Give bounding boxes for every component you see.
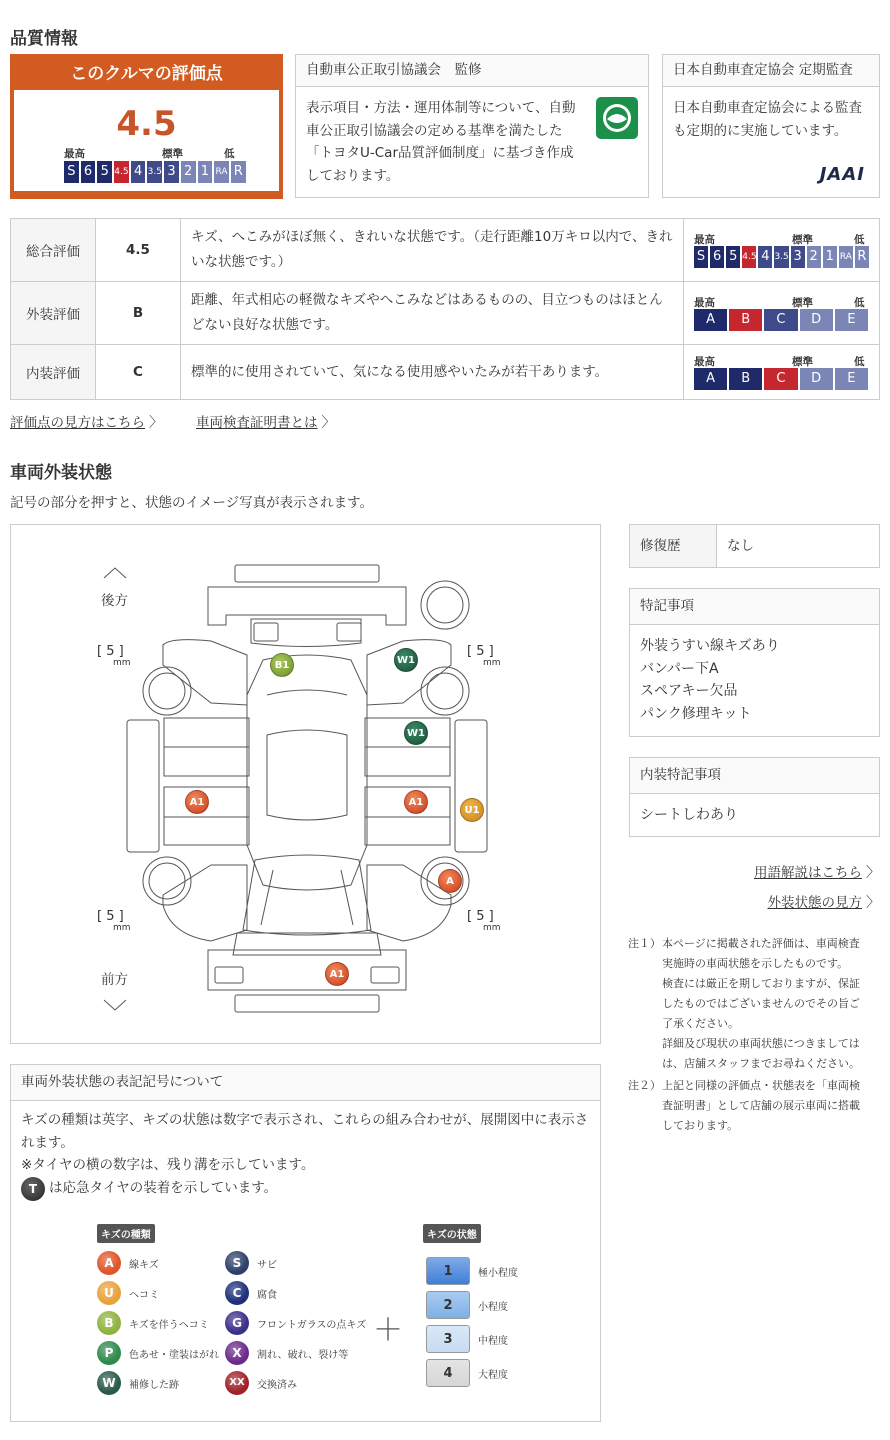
damage-state-heading: キズの状態: [423, 1224, 481, 1243]
scale-cell-e: E: [835, 309, 868, 331]
damage-level-1: [426, 1257, 518, 1285]
scale-cell-2: 2: [181, 161, 196, 183]
scale-low-label: 低: [224, 148, 235, 160]
damage-mark-a[interactable]: A: [438, 869, 462, 893]
interior-notes-box: [629, 757, 880, 837]
scale-std-label: 標準: [162, 148, 183, 160]
scale-cell-ra: RA: [839, 246, 853, 268]
repair-history-box: [629, 524, 880, 568]
jaai-body: 日本自動車査定協会による監査も定期的に実施しています。: [673, 100, 862, 139]
scale-cell-r: R: [855, 246, 869, 268]
evaluation-row: [11, 219, 880, 282]
evaluation-description: キズ、へこみがほぼ無く、きれいな状態です。（走行距離10万キロ以内で、きれいな状態です。）: [181, 219, 684, 282]
scale-cell-c: C: [764, 368, 797, 390]
scale-cell-3: 3: [164, 161, 179, 183]
special-notes-title: 特記事項: [630, 589, 879, 625]
damage-type-w: [97, 1371, 179, 1395]
legend-text-3: は応急タイヤの装着を示しています。: [49, 1180, 278, 1197]
scale-low-label: 低: [853, 234, 865, 246]
note-line: しております。: [662, 1119, 739, 1132]
damage-symbol-u-icon: U: [97, 1281, 121, 1305]
scale-cell-6: 6: [710, 246, 724, 268]
evaluation-description: 距離、年式相応の軽微なキズやへこみなどはあるものの、目立つものはほとんどない良好な状態です。: [181, 282, 684, 345]
exterior-howto-link[interactable]: 外装状態の見方 〉: [768, 891, 881, 912]
evaluation-scale: [683, 282, 879, 345]
damage-type-heading: キズの種類: [97, 1224, 155, 1243]
car-outline-diagram: [11, 525, 602, 1045]
damage-level-label: 大程度: [478, 1369, 508, 1381]
scale-cell-2: 2: [807, 246, 821, 268]
scale-cell-s: S: [64, 161, 79, 183]
evaluation-row: [11, 345, 880, 400]
note-1: [662, 934, 882, 1074]
tread-rear-left: [ 5 ] mm: [97, 644, 131, 668]
damage-level-badge: 1: [426, 1257, 470, 1285]
legend-box: [10, 1064, 601, 1422]
plus-icon: ＋: [373, 1313, 403, 1348]
scale-cell-a: A: [694, 309, 727, 331]
scale-high-label: 最高: [693, 297, 715, 309]
damage-level-3: [426, 1325, 508, 1353]
damage-type-label: 割れ、破れ、裂け等: [257, 1349, 349, 1361]
damage-mark-u1[interactable]: U1: [460, 798, 484, 822]
chevron-right-icon: 〉: [866, 895, 880, 911]
damage-level-badge: 3: [426, 1325, 470, 1353]
note-line: 了承ください。: [662, 1017, 739, 1030]
interior-note-item: シートしわあり: [640, 807, 738, 823]
special-note-item: 外装うすい線キズあり: [640, 638, 780, 654]
scale-cell-5: 5: [97, 161, 112, 183]
damage-type-u: [97, 1281, 159, 1305]
special-notes-box: [629, 588, 880, 737]
legend-text-1: キズの種類は英字、キズの状態は数字で表示され、これらの組み合わせが、展開図中に表示されます。: [21, 1112, 589, 1151]
note-line: したものではございませんのでその旨ご: [662, 997, 860, 1010]
scale-std-label: 標準: [791, 297, 813, 309]
damage-type-label: 腐食: [257, 1289, 277, 1301]
repair-history-value: なし: [727, 538, 754, 554]
damage-type-label: サビ: [257, 1259, 277, 1271]
scale-cell-e: E: [835, 368, 868, 390]
evaluation-label: 内装評価: [11, 345, 96, 400]
damage-level-badge: 2: [426, 1291, 470, 1319]
note-line: は、店舗スタッフまでお尋ねください。: [662, 1057, 860, 1070]
evaluation-grade: C: [96, 345, 181, 400]
scale-cell-4: 4: [131, 161, 146, 183]
overall-score: 4.5: [116, 104, 177, 144]
spare-tire-icon: T: [21, 1177, 45, 1201]
scale-cell-ra: RA: [214, 161, 229, 183]
special-note-item: パンク修理キット: [640, 705, 752, 722]
damage-type-label: 線キズ: [129, 1259, 159, 1271]
damage-type-p: [97, 1341, 219, 1365]
note-line: 実施時の車両状態を示したものです。: [662, 957, 849, 970]
damage-type-c: [225, 1281, 277, 1305]
score-howto-link[interactable]: 評価点の見方はこちら 〉: [10, 411, 163, 432]
evaluation-row: [11, 282, 880, 345]
tread-front-right: [ 5 ] mm: [467, 909, 501, 933]
scale-cell-4: 4: [758, 246, 772, 268]
damage-type-label: ヘコミ: [129, 1289, 159, 1301]
damage-type-label: 補修した跡: [129, 1379, 179, 1391]
tread-front-left: [ 5 ] mm: [97, 909, 131, 933]
score-box: [10, 54, 283, 199]
repair-history-label: 修復歴: [630, 525, 717, 567]
kouseitorihiki-title: 自動車公正取引協議会 監修: [296, 55, 648, 87]
damage-type-g: [225, 1311, 366, 1335]
damage-type-x: [225, 1341, 348, 1365]
chevron-right-icon: 〉: [321, 415, 336, 431]
scale-cell-d: D: [800, 309, 833, 331]
scale-low-label: 低: [853, 356, 865, 368]
scale-cell-a: A: [694, 368, 727, 390]
damage-type-s: [225, 1251, 277, 1275]
damage-mark-w1[interactable]: W1: [394, 648, 418, 672]
damage-symbol-s-icon: S: [225, 1251, 249, 1275]
damage-mark-w1[interactable]: W1: [404, 721, 428, 745]
damage-symbol-w-icon: W: [97, 1371, 121, 1395]
kouseitorihiki-body: 表示項目・方法・運用体制等について、自動車公正取引協議会の定める基準を満たした「トヨタU-Car品質評価制度」に基づき作成しております。: [306, 100, 576, 184]
note-1-prefix: 注１）: [628, 937, 661, 950]
damage-mark-a1[interactable]: A1: [404, 790, 428, 814]
special-note-item: スペアキー欠品: [640, 683, 738, 699]
note-2: [662, 1076, 882, 1136]
scale-std-label: 標準: [791, 234, 813, 246]
scale-cell-5: 5: [726, 246, 740, 268]
scale-cell-1: 1: [198, 161, 213, 183]
chevron-right-icon: 〉: [149, 415, 163, 431]
legend-title: 車両外装状態の表記記号について: [11, 1065, 600, 1101]
damage-type-label: 色あせ・塗装はがれ: [129, 1349, 219, 1361]
jaai-logo-icon: JAAI: [819, 164, 865, 185]
evaluation-grade: B: [96, 282, 181, 345]
evaluation-grade: 4.5: [96, 219, 181, 282]
note-line: 検査には厳正を期しておりますが、保証: [662, 977, 860, 990]
damage-level-badge: 4: [426, 1359, 470, 1387]
exterior-heading: 車両外装状態: [10, 463, 112, 483]
scale-low-label: 低: [853, 297, 865, 309]
kouseitorihiki-logo-icon: [596, 97, 638, 139]
damage-level-2: [426, 1291, 508, 1319]
damage-symbol-a-icon: A: [97, 1251, 121, 1275]
damage-symbol-g-icon: G: [225, 1311, 249, 1335]
evaluation-scale: [683, 219, 879, 282]
damage-symbol-p-icon: P: [97, 1341, 121, 1365]
scale-cell-3: 3: [791, 246, 805, 268]
damage-type-b: [97, 1311, 209, 1335]
scale-high-label: 最高: [693, 356, 715, 368]
scale-high-label: 最高: [693, 234, 715, 246]
damage-mark-a1[interactable]: A1: [185, 790, 209, 814]
exterior-subtitle: 記号の部分を押すと、状態のイメージ写真が表示されます。: [10, 495, 374, 511]
score-box-title: このクルマの評価点: [70, 64, 223, 84]
jaai-box: [662, 54, 880, 198]
note-line: 査証明書」として店舗の展示車両に搭載: [662, 1099, 860, 1112]
scale-cell-3-5: 3.5: [774, 246, 788, 268]
scale-std-label: 標準: [791, 356, 813, 368]
damage-level-label: 中程度: [478, 1335, 508, 1347]
glossary-link[interactable]: 用語解説はこちら 〉: [754, 861, 880, 882]
scale-cell-b: B: [729, 309, 762, 331]
interior-notes-list: [630, 794, 879, 837]
scale-cell-4-5: 4.5: [114, 161, 129, 183]
scale-cell-s: S: [694, 246, 708, 268]
kouseitorihiki-box: [295, 54, 649, 198]
scale-cell-6: 6: [81, 161, 96, 183]
interior-notes-title: 内装特記事項: [630, 758, 879, 794]
damage-symbol-xx-icon: XX: [225, 1371, 249, 1395]
damage-level-4: [426, 1359, 508, 1387]
evaluation-label: 外装評価: [11, 282, 96, 345]
note-line: 本ページに掲載された評価は、車両検査: [662, 937, 860, 950]
damage-symbol-x-icon: X: [225, 1341, 249, 1365]
scale-cell-1: 1: [823, 246, 837, 268]
note-line: 上記と同様の評価点・状態表を「車両検: [662, 1079, 860, 1092]
damage-type-label: 交換済み: [257, 1379, 297, 1391]
jaai-title: 日本自動車査定協会 定期監査: [663, 55, 879, 87]
note-2-prefix: 注２）: [628, 1079, 661, 1092]
scale-cell-b: B: [729, 368, 762, 390]
damage-mark-a1[interactable]: A1: [325, 962, 349, 986]
scale-high-label: 最高: [64, 148, 85, 160]
damage-type-label: フロントガラスの点キズ: [257, 1319, 367, 1331]
scale-cell-r: R: [231, 161, 246, 183]
front-label: 前方: [101, 972, 128, 988]
note-line: 詳細及び現状の車両状態につきましては: [662, 1037, 860, 1050]
quality-heading: 品質情報: [10, 29, 78, 49]
rear-label: 後方: [101, 593, 128, 609]
evaluation-description: 標準的に使用されていて、気になる使用感やいたみが若干あります。: [181, 345, 684, 400]
exterior-diagram: [10, 524, 601, 1044]
special-notes-list: [630, 625, 879, 735]
damage-symbol-c-icon: C: [225, 1281, 249, 1305]
chevron-right-icon: 〉: [866, 865, 880, 881]
damage-type-a: [97, 1251, 159, 1275]
damage-type-label: キズを伴うヘコミ: [129, 1319, 209, 1331]
scale-cell-4-5: 4.5: [742, 246, 756, 268]
evaluation-table: [10, 218, 880, 400]
certificate-link[interactable]: 車両検査証明書とは 〉: [196, 411, 336, 432]
damage-level-label: 小程度: [478, 1301, 508, 1313]
scale-cell-d: D: [800, 368, 833, 390]
special-note-item: バンパー下A: [640, 660, 719, 677]
damage-type-xx: [225, 1371, 297, 1395]
evaluation-scale: [683, 345, 879, 400]
damage-mark-b1[interactable]: B1: [270, 653, 294, 677]
scale-cell-3-5: 3.5: [147, 161, 162, 183]
damage-symbol-b-icon: B: [97, 1311, 121, 1335]
evaluation-label: 総合評価: [11, 219, 96, 282]
tread-rear-right: [ 5 ] mm: [467, 644, 501, 668]
score-scale: [64, 161, 246, 183]
scale-cell-c: C: [764, 309, 797, 331]
damage-level-label: 極小程度: [478, 1267, 518, 1279]
legend-text-2: ※タイヤの横の数字は、残り溝を示しています。: [21, 1157, 315, 1173]
